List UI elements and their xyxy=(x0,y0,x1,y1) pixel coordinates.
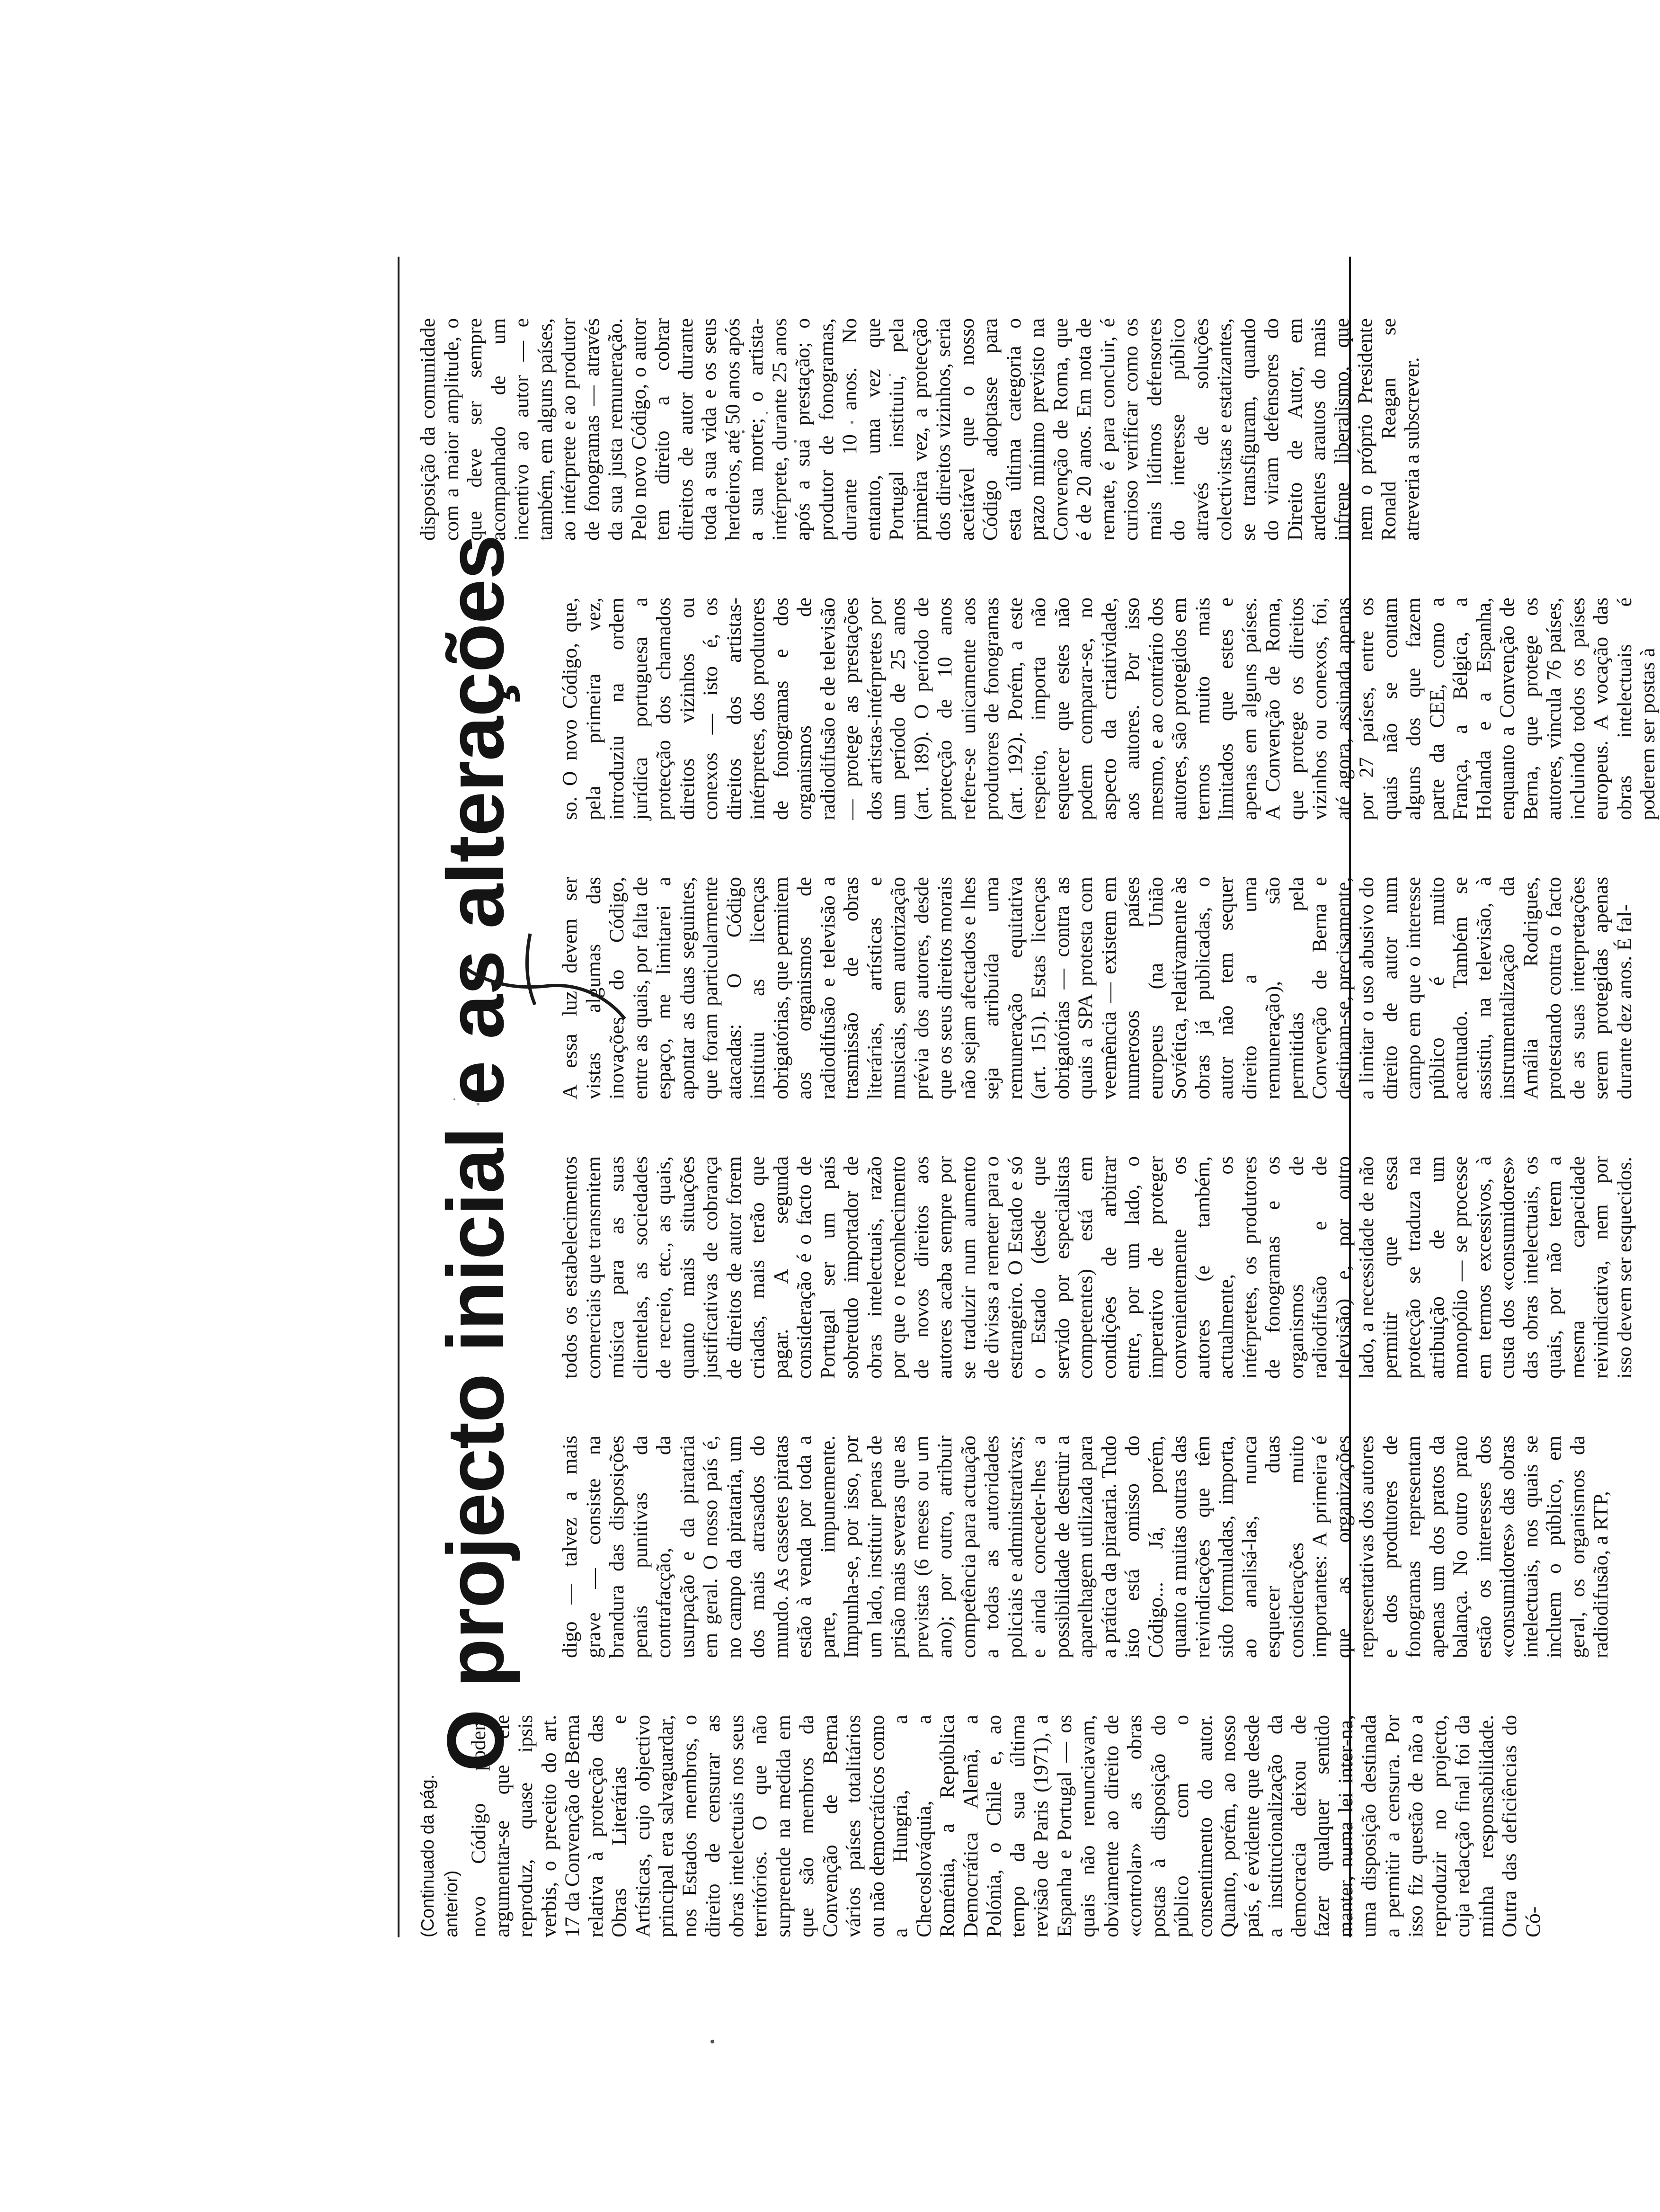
article-column-4 xyxy=(559,877,1636,1099)
column-3-text: todos os estabelecimentos comerciais que transmitem música para as suas clientelas, as sociedades de recreio, etc., as quais, quanto mais situações justificativas de cobrança de direitos de autor forem criadas, mais terão que pagar. A segunda consideração é o facto de Portugal ser um país sobretudo importador de obras intelectuais, razão por que o reconhecimento de novos direitos aos autores acaba sempre por se traduzir num aumento de divisas a remeter para o estrangeiro. O Estado e só o Estado (desde que servido por especialistas competentes) está em condições de arbitrar entre, por um lado, o imperativo de proteger convenientemente os autores (e também, actualmente, os intérpretes, os produtores de fonogramas e os organismos de radiodifusão e de televisão) e, por outro lado, a necessidade de não permitir que essa protecção se traduza na atribuição de um monopólio — se processe em termos excessivos, à custa dos «consumidores» das obras intelectuais, os quais, por não terem a mesma capacidade reivindicativa, nem por isso devem ser esquecidos. xyxy=(559,1156,1636,1379)
article-column-3 xyxy=(559,1156,1636,1379)
column-4-text: A essa luz devem ser vistas algumas das inovações do Código, entre as quais, por falta de espaço, me limitarei a apontar as duas seguintes, que foram particularmente atacadas: O Código instituiu as licenças obrigatórias, que permitem aos organismos de radiodifusão e televisão a trasmissão de obras literárias, artísticas e musicais, sem autorização prévia dos autores, desde que os seus direitos morais não sejam afectados e lhes seja atribuída uma remuneração equitativa (art. 151). Estas licenças obrigatórias — contra as quais a SPA protesta com veemência — existem em numerosos países europeus (na União Soviética, relativamente às obras já publicadas, o autor não tem sequer direito a uma remuneração), são permitidas pela Convenção de Berna e destinam-se, precisamente, a limitar o uso abusivo do direito de autor num campo em que o interesse público é muito acentuado. Também se assistiu, na televisão, à instrumentalização da Amália Rodrigues, protestando contra o facto de as suas interpretações serem protegidas apenas durante dez anos. É fal- xyxy=(559,877,1636,1099)
column-1-text: novo Código poderá argumentar-se que ele reproduz, quase ipsis verbis, o preceito do art. 17 da Convenção de Berna relativa à protecção das Obras Literárias e Artísticas, cujo objectivo principal era salvaguardar, nos Estados membros, o direito de censurar as obras intelectuais nos seus territórios. O que não surpreende na medida em que são membros da Convenção de Berna vários países totalitários ou não democráticos como a Hungria, a Checoslováquia, a Roménia, a República Democrática Alemã, a Polónia, o Chile e, ao tempo da sua última revisão de Paris (1971), a Espanha e Portugal — os quais não renunciavam, obviamente ao direito de «controlar» as obras postas à disposição do público com o consentimento do autor. Quanto, porém, ao nosso país, é evidente que desde a institucionalização da democracia deixou de fazer qualquer sentido manter, numa lei inter-na, uma disposição destinada a permitir a censura. Por isso fiz questão de não a reproduzir no projecto, cuja redacção final foi da minha responsabilidade. Outra das deficiências do Có- xyxy=(467,1715,1545,1937)
headline: O projecto inicial e as alterações xyxy=(431,535,521,1772)
article-column-6 xyxy=(417,318,1423,541)
column-rule-top xyxy=(398,257,399,1937)
article-column-2 xyxy=(559,1436,1612,1658)
column-5-text: so. O novo Código, que, pela primeira vez, introduziu na ordem jurídica portuguesa a protecção dos chamados direitos vizinhos ou conexos — isto é, os direitos dos artistas-intérpretes, dos produtores de fonogramas e dos organismos de radiodifusão e de televisão — protege as prestações dos artistas-intérpretes por um período de 25 anos (art. 189). O período de protecção de 10 anos refere-se unicamente aos produtores de fonogramas (art. 192). Porém, a este respeito, importa não esquecer que estes não podem comparar-se, no aspecto da criatividade, aos autores. Por isso mesmo, e ao contrário dos autores, são protegidos em termos muito mais limitados que estes e apenas em alguns países. A Convenção de Roma, que protege os direitos vizinhos ou conexos, foi, até agora, assinada apenas por 27 países, entre os quais não se contam alguns dos que fazem parte da CEE, como a França, a Bélgica, a Holanda e a Espanha, enquanto a Convenção de Berna, que protege os autores, vincula 76 países, incluindo todos os países europeus. A vocação das obras intelectuais é poderem ser postas à xyxy=(559,598,1659,820)
article-column-1 xyxy=(417,1715,1545,1937)
article xyxy=(398,257,1659,1937)
handwritten-mark xyxy=(454,915,634,1038)
column-2-text: digo — talvez a mais grave — consiste na brandura das disposições penais punitivas da contrafacção, da usurpação e da pirataria em geral. O nosso país é, no campo da pirataria, um dos mais atrasados do mundo. As cassetes piratas estão à venda por toda a parte, impunemente. Impunha-se, por isso, por um lado, instituir penas de prisão mais severas que as previstas (6 meses ou um ano); por outro, atribuir competência para actuação a todas as autoridades policiais e administrativas; e ainda conceder-lhes a possibilidade de destruir a aparelhagem utilizada para a prática da pirataria. Tudo isto está omisso do Código... Já, porém, quanto a muitas outras das reivindicações que têm sido formuladas, importa, ao analisá-las, nunca esquecer duas considerações muito importantes: A primeira é que as organizações representativas dos autores e dos produtores de fonogramas representam apenas um dos pratos da balança. No outro prato estão os interesses dos «consumidores» das obras intelectuais, nos quais se incluem o público, em geral, os organismos da radiodifusão, a RTP, xyxy=(559,1436,1612,1658)
column-6-text: disposição da comunidade com a maior amplitude, o que deve ser sempre acompanhado de um incentivo ao autor — e também, em alguns países, ao intérprete e ao produtor de fonogramas — através da sua justa remuneração. Pelo novo Código, o autor tem direito a cobrar direitos de autor durante toda a sua vida e os seus herdeiros, até 50 anos após a sua morte; o artista-intérprete, durante 25 anos após a sua prestação; o produtor de fonogramas, durante 10 anos. No entanto, uma vez que Portugal instituiu, pela primeira vez, a protecção dos direitos vizinhos, seria aceitável que o nosso Código adoptasse para esta última categoria o prazo mínimo previsto na Convenção de Roma, que é de 20 anos. Em nota de remate, é para concluir, é curioso verificar como os mais lídimos defensores do interesse público através de soluções colectivistas e estatizantes, se transfiguram, quando do viram defensores do Direito de Autor, em ardentes arautos do mais infrene liberalismo, que nem o próprio Presidente Ronald Reagan se atreveria a subscrever. xyxy=(417,318,1423,541)
continued-note: (Continuado da pág. anterior) xyxy=(418,1774,462,1937)
article-column-5 xyxy=(559,598,1659,820)
